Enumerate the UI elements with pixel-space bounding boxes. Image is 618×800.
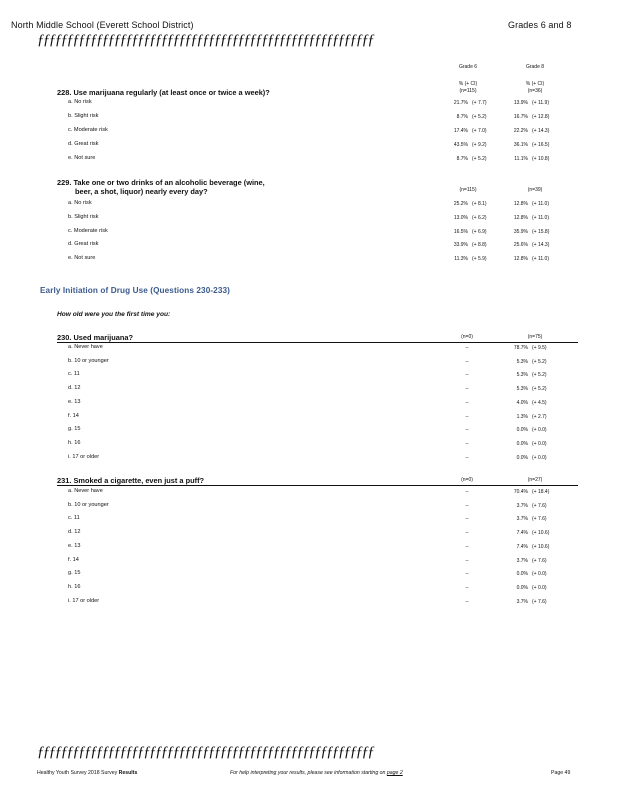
grade6-value: -- xyxy=(465,427,469,434)
option-label: b. Slight risk xyxy=(68,113,99,119)
grade8-ci: (+ 9.5) xyxy=(532,345,547,351)
grade8-ci: (+ 7.6) xyxy=(532,598,547,605)
grade6-ci: (+ 8.8) xyxy=(472,242,487,249)
grade8-ci: (+ 18.4) xyxy=(532,489,550,495)
option-label: c. 11 xyxy=(68,371,80,378)
option-label: e. 13 xyxy=(68,542,81,549)
option-label: a. Never have xyxy=(68,488,103,494)
grade8-value: 12.8% xyxy=(513,256,528,263)
grade8-stat-label: % (+ CI) xyxy=(525,81,545,87)
grade8-value: 7.4% xyxy=(516,530,528,537)
grade8-ci: (+ 14.3) xyxy=(532,128,550,134)
q230-grade8-n: (n=75) xyxy=(527,334,543,340)
grade8-ci: (+ 5.2) xyxy=(532,358,547,365)
footer-help-text: For help interpreting your results, please see information starting on xyxy=(230,770,387,776)
grade8-ci: (+ 0.0) xyxy=(532,427,547,434)
grade6-value: -- xyxy=(465,516,469,523)
question-228-title: 228. Use marijuana regularly (at least once or twice a week)? xyxy=(57,88,270,97)
section-prompt: How old were you the first time you: xyxy=(57,311,171,318)
grade8-value: 11.1% xyxy=(514,156,528,162)
grade8-ci: (+ 10.6) xyxy=(532,543,550,550)
footer-survey-results: Results xyxy=(118,770,138,776)
q228-grade8-n: (n=36) xyxy=(527,88,543,94)
option-label: a. No risk xyxy=(68,200,92,206)
option-label: a. No risk xyxy=(68,99,92,105)
grade6-value: -- xyxy=(465,413,469,420)
grade8-value: 36.1% xyxy=(513,142,528,148)
grade6-value: -- xyxy=(465,543,469,550)
grade8-value: 3.7% xyxy=(516,502,528,509)
grade6-ci: (+ 7.0) xyxy=(472,128,487,134)
grade8-value: 22.2% xyxy=(513,128,528,134)
grade8-ci: (+ 14.3) xyxy=(532,242,550,249)
grade6-value: 16.5% xyxy=(453,228,468,235)
option-label: d. Great risk xyxy=(68,241,99,248)
grade8-ci: (+ 7.6) xyxy=(532,516,547,523)
grade6-value: -- xyxy=(465,598,469,605)
footer-survey xyxy=(37,770,137,776)
grade6-value: 43.5% xyxy=(453,142,468,148)
grade6-stat-label: % (+ CI) xyxy=(458,81,478,87)
grade8-ci: (+ 0.0) xyxy=(532,571,547,578)
grade8-ci: (+ 12.8) xyxy=(532,114,550,120)
option-label: b. 10 or younger xyxy=(68,501,109,508)
grade8-ci: (+ 10.6) xyxy=(532,530,550,537)
grade8-value: 0.0% xyxy=(516,440,528,447)
grade6-value: -- xyxy=(465,571,469,578)
grade8-ci: (+ 5.2) xyxy=(532,372,547,379)
header-ornament: ƒƒƒƒƒƒƒƒƒƒƒƒƒƒƒƒƒƒƒƒƒƒƒƒƒƒƒƒƒƒƒƒƒƒƒƒƒƒƒƒƒƒƒƒƒƒƒƒƒƒƒƒƒƒƒƒƒ xyxy=(37,32,374,48)
grade6-ci: (+ 5.2) xyxy=(472,156,487,162)
option-label: c. Moderate risk xyxy=(68,127,108,133)
grade8-heading: Grade 8 xyxy=(525,64,545,70)
grade6-value: -- xyxy=(465,489,469,495)
school-name: North Middle School (Everett School District) xyxy=(11,20,194,30)
grade6-ci: (+ 5.9) xyxy=(472,256,487,263)
grade8-ci: (+ 4.5) xyxy=(532,399,547,406)
grade6-ci: (+ 8.1) xyxy=(472,201,487,207)
q231-rule xyxy=(57,485,578,486)
option-label: e. 13 xyxy=(68,398,81,405)
footer-help xyxy=(230,770,403,776)
grade6-value: -- xyxy=(465,454,469,461)
question-231-title: 231. Smoked a cigarette, even just a puff? xyxy=(57,476,205,485)
grade8-value: 5.3% xyxy=(516,358,528,365)
grade8-value: 16.7% xyxy=(513,114,528,120)
grade6-value: 21.7% xyxy=(453,100,468,106)
grade6-heading: Grade 6 xyxy=(458,64,478,70)
grade6-value: 8.7% xyxy=(456,114,468,120)
grade6-value: -- xyxy=(465,530,469,537)
grade8-ci: (+ 11.0) xyxy=(532,214,549,221)
grade8-ci: (+ 11.0) xyxy=(532,256,549,263)
option-label: c. 11 xyxy=(68,515,80,522)
grade6-ci: (+ 9.2) xyxy=(472,142,487,148)
grade8-ci: (+ 11.9) xyxy=(532,100,549,106)
grade6-value: 8.7% xyxy=(456,156,468,162)
option-label: f. 14 xyxy=(68,412,79,419)
grade6-value: 33.9% xyxy=(453,242,468,249)
option-label: i. 17 or older xyxy=(68,597,100,604)
q230-rule xyxy=(57,342,578,343)
grade6-value: -- xyxy=(465,386,469,393)
option-label: f. 14 xyxy=(68,556,79,563)
grades-label: Grades 6 and 8 xyxy=(508,20,572,30)
option-label: b. 10 or younger xyxy=(68,357,109,364)
q229-grade8-n: (n=39) xyxy=(527,187,543,193)
grade8-ci: (+ 0.0) xyxy=(532,440,547,447)
grade8-ci: (+ 0.0) xyxy=(532,454,547,461)
option-label: g. 15 xyxy=(68,426,81,433)
grade8-ci: (+ 5.2) xyxy=(532,386,547,393)
grade8-value: 12.8% xyxy=(513,201,528,207)
grade6-value: 25.2% xyxy=(453,201,468,207)
grade6-value: 11.3% xyxy=(454,256,468,263)
grade8-value: 35.9% xyxy=(513,228,528,235)
page-number: Page 49 xyxy=(551,770,571,776)
question-230-title: 230. Used marijuana? xyxy=(57,333,133,342)
grade8-value: 0.0% xyxy=(516,454,528,461)
footer-help-link[interactable]: page 2 xyxy=(386,770,403,776)
grade6-value: 13.0% xyxy=(453,214,468,221)
grade8-value: 7.4% xyxy=(516,543,528,550)
grade6-value: -- xyxy=(465,358,469,365)
grade8-ci: (+ 7.6) xyxy=(532,557,547,564)
question-229-title-line1: 229. Take one or two drinks of an alcoholic beverage (wine, xyxy=(57,178,265,187)
option-label: b. Slight risk xyxy=(68,213,99,220)
footer-survey-prefix: Healthy Youth Survey 2018 Survey xyxy=(37,770,119,776)
option-label: d. Great risk xyxy=(68,141,99,147)
grade8-ci: (+ 11.0) xyxy=(532,201,549,207)
grade6-ci: (+ 5.2) xyxy=(472,114,487,120)
grade6-ci: (+ 6.2) xyxy=(472,214,487,221)
grade8-value: 3.7% xyxy=(516,598,528,605)
grade8-value: 4.0% xyxy=(516,399,528,406)
grade8-value: 25.6% xyxy=(513,242,528,249)
option-label: h. 16 xyxy=(68,583,81,590)
grade6-ci: (+ 7.7) xyxy=(472,100,487,106)
grade8-value: 0.0% xyxy=(516,584,528,591)
grade6-value: -- xyxy=(465,584,469,591)
grade8-value: 5.3% xyxy=(516,386,528,393)
grade8-ci: (+ 10.8) xyxy=(532,156,550,162)
grade8-value: 5.3% xyxy=(516,372,528,379)
q229-grade6-n: (n=115) xyxy=(459,187,477,193)
grade6-value: -- xyxy=(465,372,469,379)
option-label: d. 12 xyxy=(68,529,81,536)
grade6-value: -- xyxy=(465,440,469,447)
q231-grade6-n: (n=0) xyxy=(461,477,473,483)
grade6-ci: (+ 6.9) xyxy=(472,228,487,235)
grade8-value: 0.0% xyxy=(516,427,528,434)
section-title: Early Initiation of Drug Use (Questions 230-233) xyxy=(40,286,230,295)
grade6-value: -- xyxy=(465,345,469,351)
option-label: c. Moderate risk xyxy=(68,227,108,234)
grade8-value: 78.7% xyxy=(513,345,528,351)
question-229-title-line2: beer, a shot, liquor) nearly every day? xyxy=(75,187,208,196)
grade6-value: -- xyxy=(465,502,469,509)
option-label: h. 16 xyxy=(68,439,81,446)
grade8-value: 3.7% xyxy=(516,516,528,523)
grade8-value: 1.3% xyxy=(516,413,528,420)
grade8-ci: (+ 0.0) xyxy=(532,584,547,591)
option-label: e. Not sure xyxy=(68,255,96,262)
grade6-value: -- xyxy=(465,399,469,406)
grade8-ci: (+ 2.7) xyxy=(532,413,547,420)
grade8-value: 3.7% xyxy=(516,557,528,564)
option-label: a. Never have xyxy=(68,344,103,350)
grade8-ci: (+ 15.8) xyxy=(532,228,550,235)
q230-grade6-n: (n=0) xyxy=(461,334,473,340)
option-label: e. Not sure xyxy=(68,155,96,161)
grade8-value: 13.9% xyxy=(513,100,528,106)
option-label: g. 15 xyxy=(68,570,81,577)
q231-grade8-n: (n=27) xyxy=(527,477,543,483)
option-label: i. 17 or older xyxy=(68,453,100,460)
grade8-ci: (+ 7.6) xyxy=(532,502,547,509)
grade8-value: 0.0% xyxy=(516,571,528,578)
grade8-value: 70.4% xyxy=(513,489,528,495)
grade8-ci: (+ 16.5) xyxy=(532,142,550,148)
option-label: d. 12 xyxy=(68,385,81,392)
grade8-value: 12.8% xyxy=(513,214,528,221)
footer-ornament: ƒƒƒƒƒƒƒƒƒƒƒƒƒƒƒƒƒƒƒƒƒƒƒƒƒƒƒƒƒƒƒƒƒƒƒƒƒƒƒƒƒƒƒƒƒƒƒƒƒƒƒƒƒƒƒƒƒ xyxy=(37,744,374,760)
q228-grade6-n: (n=115) xyxy=(459,88,477,94)
grade6-value: 17.4% xyxy=(453,128,468,134)
grade6-value: -- xyxy=(465,557,469,564)
